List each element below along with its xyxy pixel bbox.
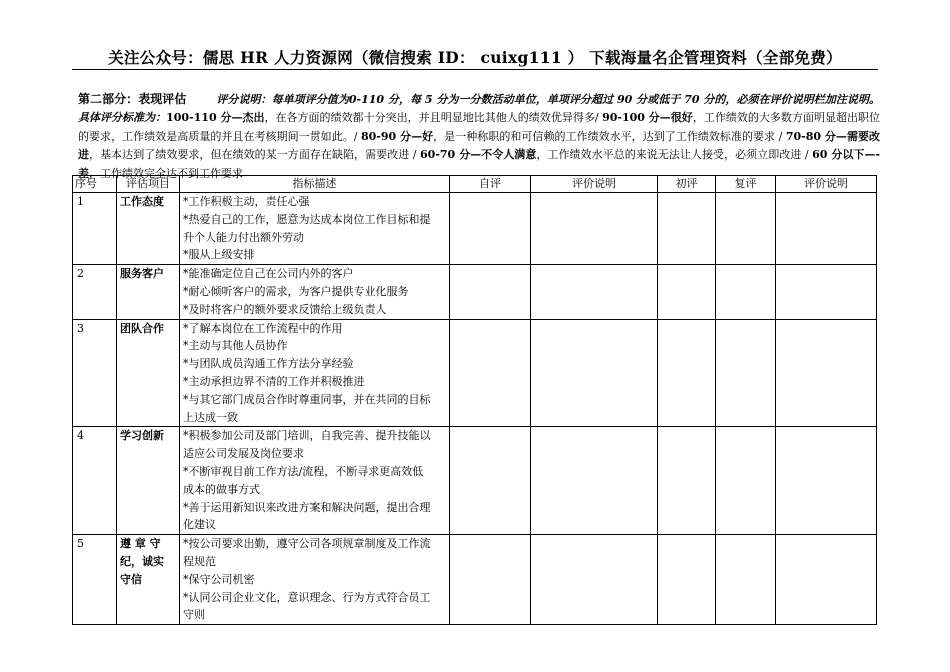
col-header-item: 评估项目 (117, 176, 180, 193)
level2-text: ，工作绩效的大多数方面明显超出职位的要求，工作绩效是高质量的并且在考核期间一贯如此。/ (78, 111, 881, 143)
table-row (73, 265, 877, 319)
evaluation-table (72, 175, 877, 625)
scoring-text: 每单项评分值为0-110 分，每 5 分为一分数活动单位，单项评分超过 90 分或低于 70 分的，必须在评价说明栏加注说明。具体评分标准为： (78, 93, 880, 125)
review-comment-cell[interactable] (776, 427, 877, 535)
desc-line: 上达成一致 (183, 410, 238, 424)
desc-line: 守则 (183, 608, 205, 622)
desc-line: *保守公司机密 (183, 572, 255, 586)
self-eval-cell[interactable] (450, 265, 531, 319)
col-header-review: 复评 (716, 176, 776, 193)
row-number: 1 (73, 193, 117, 265)
desc-line: 升个人能力付出额外劳动 (183, 230, 304, 244)
first-eval-cell[interactable] (658, 535, 716, 625)
item-line: 纪，诚实 (120, 554, 164, 568)
review-cell[interactable] (716, 427, 776, 535)
row-number: 4 (73, 427, 117, 535)
level6-text: ，工作绩效完全达不到工作要求 (89, 166, 243, 180)
desc-line: 成本的做事方式 (183, 482, 260, 496)
desc-line: *与团队成员沟通工作方法分享经验 (183, 357, 354, 371)
level2-title: 90-100 分—很好 (602, 111, 693, 125)
desc-line: *热爱自己的工作，愿意为达成本岗位工作目标和提 (183, 212, 431, 226)
self-eval-cell[interactable] (450, 427, 531, 535)
level4-text: ，基本达到了绩效要求，但在绩效的某一方面存在缺陷，需要改进 / (89, 148, 421, 162)
level1-title: 100-110 分—杰出 (166, 111, 265, 125)
review-comment-cell[interactable] (776, 319, 877, 427)
col-header-review-comment: 评价说明 (776, 176, 877, 193)
col-header-self-eval: 自评 (450, 176, 531, 193)
desc-line: *按公司要求出勤，遵守公司各项规章制度及工作流 (183, 537, 431, 551)
table-row (73, 319, 877, 427)
desc-line: *认同公司企业文化，意识理念、行为方式符合员工 (183, 590, 431, 604)
level5-text: ，工作绩效水平总的来说无法让人接受，必须立即改进 / (536, 148, 813, 162)
page-header: 关注公众号：儒思 HR 人力资源网（微信搜索 ID： cuixg111 ） 下载海量名企管理资料（全部免费） (108, 48, 842, 67)
review-comment-cell[interactable] (776, 265, 877, 319)
review-cell[interactable] (716, 193, 776, 265)
desc-line: *不断审视目前工作方法/流程，不断寻求更高效低 (183, 464, 424, 478)
level6-title: 60 分以下—-差 (78, 148, 881, 180)
row-description (180, 265, 450, 319)
row-item: 服务客户 (117, 265, 180, 319)
self-eval-cell[interactable] (450, 319, 531, 427)
desc-line: *主动与其他人员协作 (183, 339, 288, 353)
col-header-no: 序号 (73, 176, 117, 193)
evaluation-instructions (78, 90, 880, 183)
first-eval-cell[interactable] (658, 319, 716, 427)
row-number: 2 (73, 265, 117, 319)
row-description (180, 535, 450, 625)
row-number: 5 (73, 535, 117, 625)
col-header-self-comment: 评价说明 (531, 176, 658, 193)
self-comment-cell[interactable] (531, 193, 658, 265)
table-row (73, 427, 877, 535)
level5-title: 60-70 分—不令人满意 (420, 148, 537, 162)
col-header-first-eval: 初评 (658, 176, 716, 193)
row-description (180, 193, 450, 265)
col-header-indicator: 指标描述 (180, 176, 450, 193)
level3-title: 80-90 分—好 (361, 129, 434, 143)
item-line: 守信 (120, 572, 142, 586)
desc-line: *工作积极主动，责任心强 (183, 195, 310, 208)
review-cell[interactable] (716, 535, 776, 625)
row-item: 工作态度 (117, 193, 180, 265)
desc-line: *善于运用新知识来改进方案和解决问题，提出合理 (183, 500, 431, 514)
section-title: 第二部分：表现评估 (78, 92, 187, 106)
level4-title: 70-80 分—需要改进 (78, 129, 881, 162)
desc-line: *耐心倾听客户的需求，为客户提供专业化服务 (183, 284, 409, 298)
self-eval-cell[interactable] (450, 193, 531, 265)
desc-line: *积极参加公司及部门培训，自我完善、提升技能以 (183, 429, 431, 443)
review-comment-cell[interactable] (776, 535, 877, 625)
row-description (180, 427, 450, 535)
desc-line: 化建议 (183, 518, 216, 532)
desc-line: *服从上级安排 (183, 248, 255, 262)
review-cell[interactable] (716, 319, 776, 427)
first-eval-cell[interactable] (658, 265, 716, 319)
row-number: 3 (73, 319, 117, 427)
self-comment-cell[interactable] (531, 319, 658, 427)
review-cell[interactable] (716, 265, 776, 319)
table-row (73, 193, 877, 265)
self-eval-cell[interactable] (450, 535, 531, 625)
row-item (117, 535, 180, 625)
desc-line: *了解本岗位在工作流程中的作用 (183, 321, 343, 335)
first-eval-cell[interactable] (658, 193, 716, 265)
desc-line: *主动承担边界不清的工作并积极推进 (183, 374, 365, 388)
scoring-label: 评分说明： (216, 93, 272, 106)
table-row (73, 535, 877, 625)
first-eval-cell[interactable] (658, 427, 716, 535)
self-comment-cell[interactable] (531, 427, 658, 535)
row-description (180, 319, 450, 427)
level3-text: ，是一种称职的和可信赖的工作绩效水平，达到了工作绩效标准的要求 / (433, 129, 786, 143)
desc-line: 适应公司发展及岗位要求 (183, 447, 304, 461)
item-line: 遵 章 守 (120, 537, 161, 551)
level1-text: ，在各方面的绩效都十分突出，并且明显地比其他人的绩效优异得多/ (264, 111, 603, 125)
desc-line: 程规范 (183, 554, 216, 568)
desc-line: *及时将客户的额外要求反馈给上级负责人 (183, 302, 387, 316)
self-comment-cell[interactable] (531, 265, 658, 319)
row-item: 学习创新 (117, 427, 180, 535)
table-header-row (73, 176, 877, 193)
review-comment-cell[interactable] (776, 193, 877, 265)
header-divider (72, 69, 878, 70)
self-comment-cell[interactable] (531, 535, 658, 625)
row-item: 团队合作 (117, 319, 180, 427)
desc-line: *与其它部门成员合作时尊重同事，并在共同的目标 (183, 392, 431, 406)
desc-line: *能准确定位自己在公司内外的客户 (183, 267, 354, 281)
